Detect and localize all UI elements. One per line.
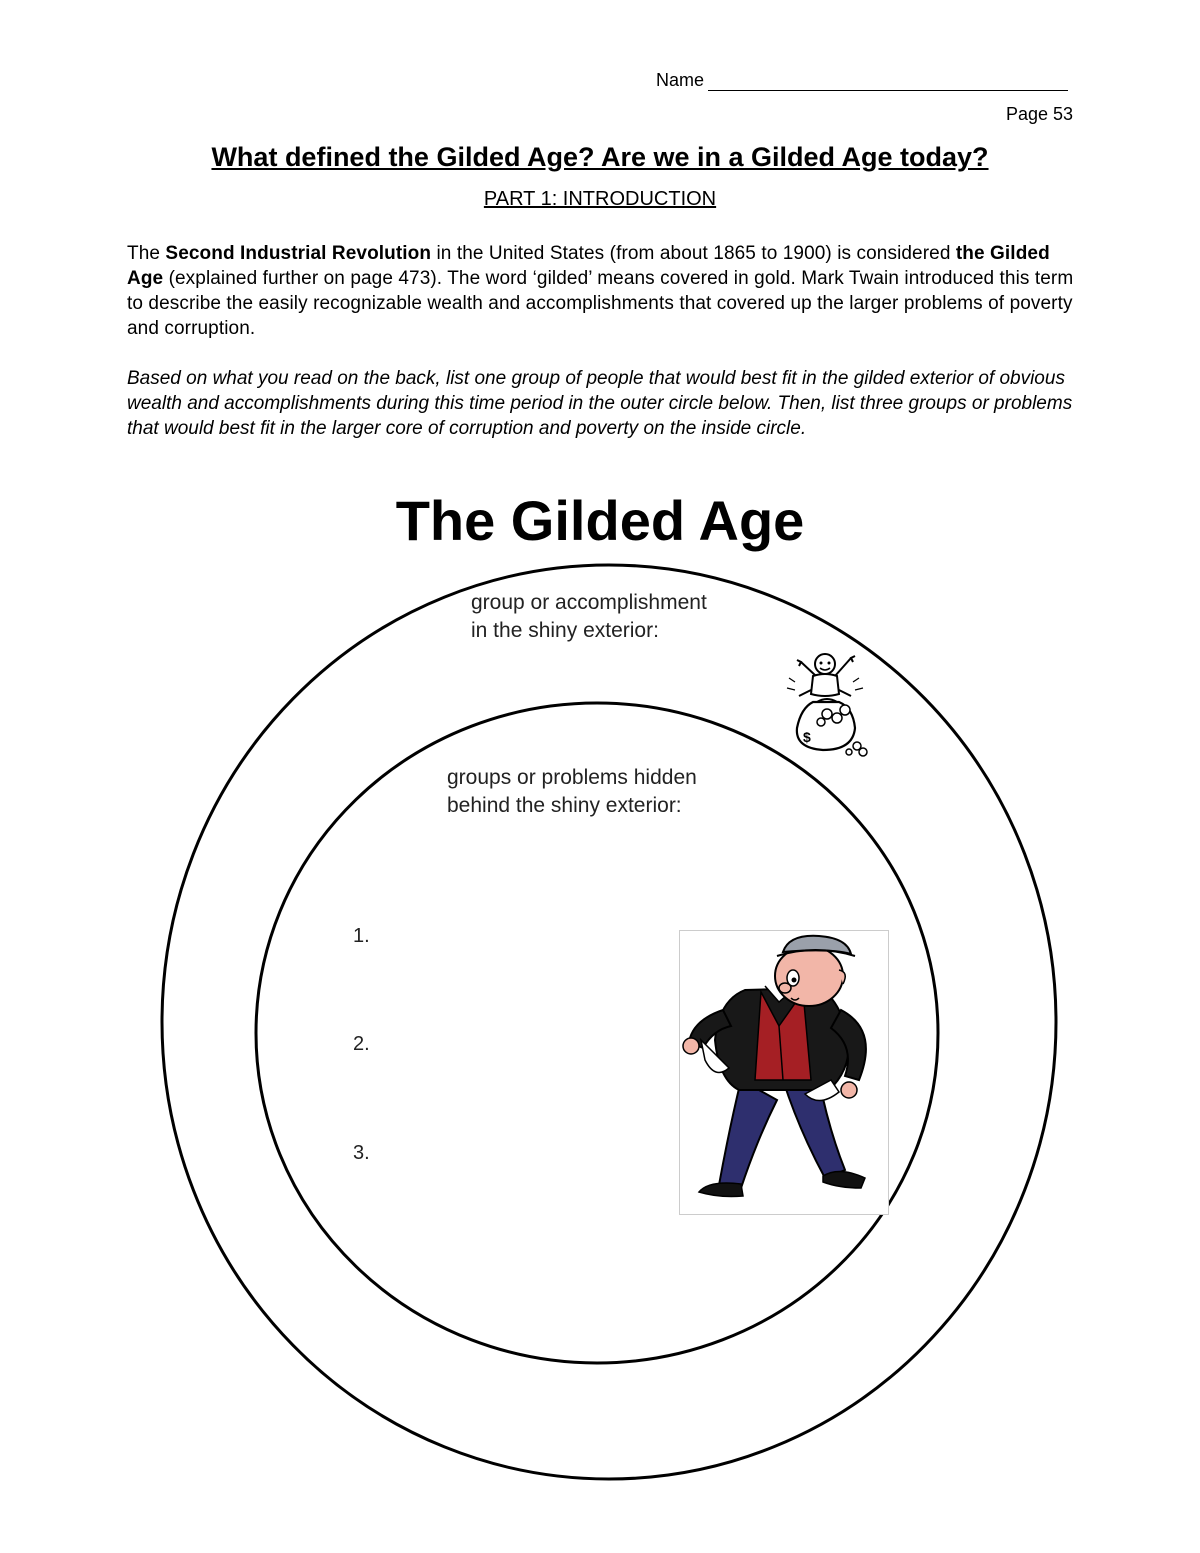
intro-text-1: The [127,243,166,264]
svg-text:$: $ [803,729,811,745]
list-item-3[interactable]: 3. [353,1142,370,1164]
broke-man-clipart-icon [679,930,889,1215]
outer-label-line-2: in the shiny exterior: [471,619,659,642]
page-title: What defined the Gilded Age? Are we in a Gilded Age today? [211,142,989,172]
moneybag-clipart-icon [783,648,871,758]
intro-bold-term-1: Second Industrial Revolution [165,243,432,264]
inner-circle-label [447,764,697,820]
page-number: Page 53 [1005,104,1073,124]
outer-circle-label [471,589,707,645]
list-item-1[interactable]: 1. [353,925,370,947]
diagram-title: The Gilded Age [395,489,805,552]
list-item-2[interactable]: 2. [353,1033,370,1055]
intro-text-3: (explained further on page 473). The word ‘gilded’ means covered in gold. Mark Twain introduced this term to describe the easily recognizable wealth and accomplishments that covered up the larger problems of poverty and corruption. [127,268,1074,339]
section-title: PART 1: INTRODUCTION [483,188,717,210]
inner-label-line-1: groups or problems hidden [447,766,697,789]
intro-text-2: in the United States (from about 1865 to 1900) is considered [431,243,956,264]
name-label: Name [656,70,705,90]
intro-bold-term-2: the Gilded Age [127,243,1050,289]
outer-label-line-1: group or accomplishment [471,591,707,614]
inner-label-line-2: behind the shiny exterior: [447,794,682,817]
instructions-paragraph: Based on what you read on the back, list one group of people that would best fit in the gilded exterior of obvious wealth and accomplishments during this time period in the outer circle below. Then, list three groups or problems that would best fit in the larger core of corruption and poverty on the inside circle. [127,368,1073,439]
